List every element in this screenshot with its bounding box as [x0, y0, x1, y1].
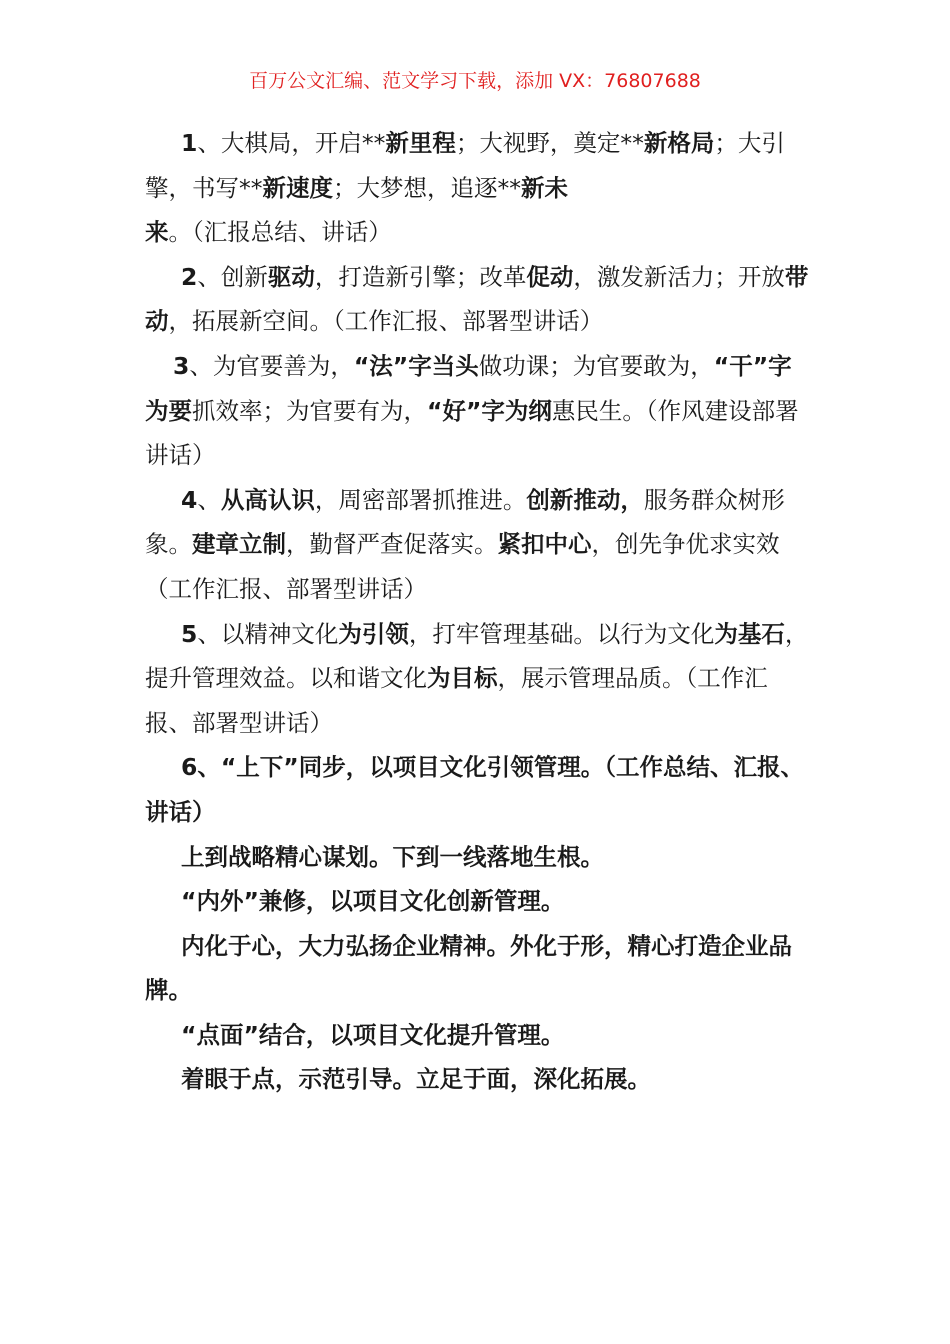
bold-text: 促动 — [526, 262, 574, 291]
text-run: ，创先争优求实效（工作汇报、部署型讲话） — [145, 530, 780, 603]
bold-text: 新格局 — [643, 129, 715, 157]
text-run: ，打牢管理基础。以行为文化 — [408, 619, 715, 648]
text-run: 、以精神文化 — [197, 619, 339, 648]
bold-text: 新里程 — [385, 129, 456, 157]
text-run: ，勤督严查促落实。 — [286, 530, 498, 559]
text-run: ，打造新引擎；改革 — [314, 262, 527, 291]
bold-text: 带动 — [145, 262, 809, 336]
paragraph-10 — [145, 1013, 810, 1058]
text-run: 、大棋局，开启** — [197, 129, 386, 157]
text-run: 。（汇报总结、讲话） — [168, 218, 392, 247]
document-body — [145, 121, 810, 1102]
text-run: ，拓展新空间。（工作汇报、部署型讲话） — [168, 307, 604, 336]
paragraph-1 — [145, 121, 810, 255]
bold-text: 紧扣中心 — [497, 530, 592, 559]
bold-text: “点面”结合，以项目文化提升管理。 — [181, 1020, 565, 1049]
bold-text: “内外”兼修，以项目文化创新管理。 — [181, 887, 565, 916]
paragraph-4 — [145, 478, 810, 612]
paragraph-7 — [145, 835, 810, 880]
text-run: 服务群众树形象。 — [145, 485, 785, 559]
bold-text: 新速度 — [262, 173, 333, 202]
bold-text: 5 — [181, 619, 198, 648]
bold-text: 新未来 — [145, 173, 568, 247]
text-run: ；大引擎，书写** — [145, 129, 785, 202]
bold-text: 建章立制 — [192, 530, 286, 559]
bold-text: “好”字为纲 — [427, 396, 552, 425]
bold-text: 1 — [181, 129, 198, 157]
text-run: 抓效率；为官要有为， — [192, 396, 427, 425]
bold-text: 为目标 — [427, 664, 498, 693]
bold-text: “法”字当头 — [353, 351, 479, 380]
bold-text: 3 — [173, 351, 190, 380]
text-run: 、 — [197, 485, 221, 514]
bold-text: 内化于心，大力弘扬企业精神。外化于形，精心打造企业品牌。 — [145, 931, 792, 1005]
bold-text: 上到战略精心谋划。下到一线落地生根。 — [181, 842, 604, 871]
text-run: 做功课；为官要敢为， — [478, 351, 714, 380]
bold-text: 从高认识 — [220, 485, 315, 514]
text-run: 、为官要善为， — [189, 351, 354, 380]
bold-text: “干”字为要 — [145, 351, 792, 425]
bold-text: 为基石 — [714, 619, 785, 648]
text-run: ；大视野，奠定** — [455, 129, 644, 157]
paragraph-6 — [145, 745, 810, 834]
paragraph-5 — [145, 612, 810, 746]
bold-text: 2 — [181, 262, 198, 291]
paragraph-2 — [145, 255, 810, 344]
paragraph-8 — [145, 879, 810, 924]
bold-text: 4 — [181, 485, 198, 514]
bold-text: 驱动 — [267, 262, 315, 291]
text-run: ；大梦想，追逐** — [333, 173, 521, 202]
paragraph-11 — [145, 1057, 810, 1102]
bold-text: 创新推动， — [526, 485, 644, 514]
bold-text: 6、“上下”同步，以项目文化引领管理。（工作总结、汇报、讲话） — [145, 753, 804, 826]
text-run: ，激发新活力；开放 — [573, 262, 785, 291]
text-run: ，提升管理效益。以和谐文化 — [145, 619, 809, 693]
text-run: ，展示管理品质。（工作汇报、部署型讲话） — [145, 664, 768, 737]
paragraph-3 — [145, 344, 810, 478]
header-banner: 百万公文汇编、范文学习下载，添加 VX：76807688 — [249, 70, 701, 92]
text-run: ，周密部署抓推进。 — [314, 485, 527, 514]
bold-text: 为引领 — [338, 619, 409, 648]
text-run: 惠民生。（作风建设部署讲话） — [145, 396, 799, 470]
bold-text: 着眼于点，示范引导。立足于面，深化拓展。 — [181, 1065, 651, 1094]
text-run: 、创新 — [197, 262, 268, 291]
paragraph-9 — [145, 924, 810, 1013]
